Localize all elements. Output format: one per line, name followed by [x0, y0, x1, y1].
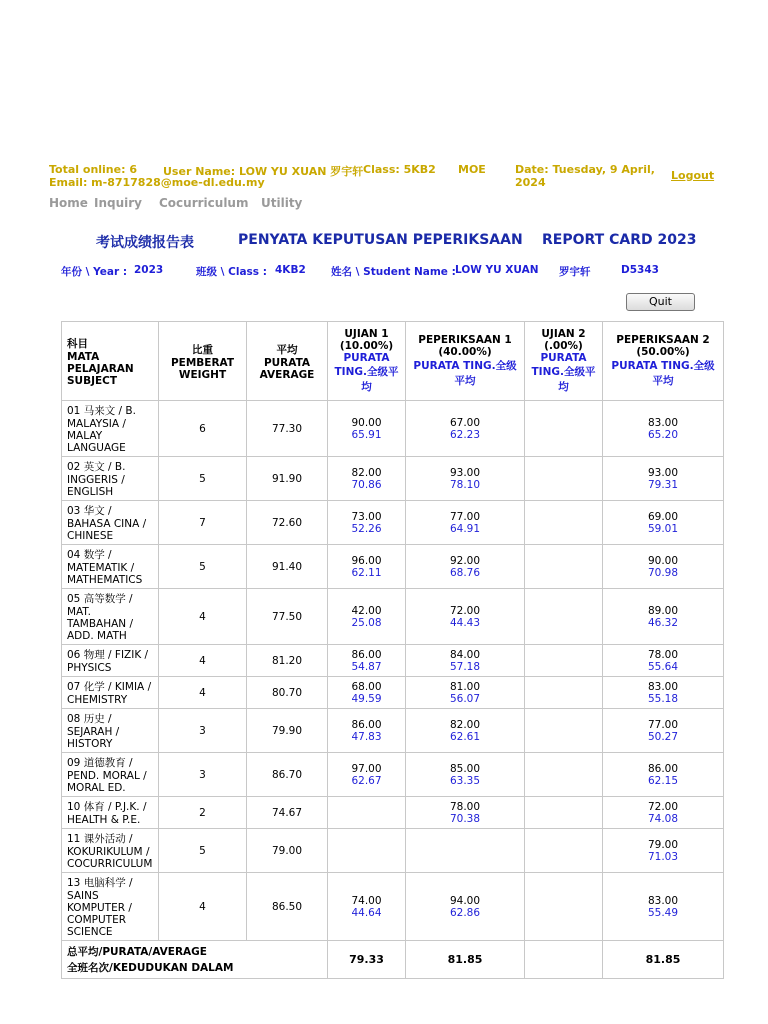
class-label: 班级 \ Class :	[196, 266, 267, 278]
weight-cell: 4	[159, 589, 247, 645]
subject-cell: 06 物理 / FIZIK / PHYSICS	[62, 645, 159, 677]
weight-cell: 5	[159, 457, 247, 501]
weight-cell: 4	[159, 873, 247, 941]
ujian2-cell	[525, 797, 603, 829]
weight-cell: 4	[159, 677, 247, 709]
ujian1-cell: 86.00 47.83	[328, 709, 406, 753]
table-row	[62, 709, 724, 753]
peperiksaan2-cell: 83.00 55.18	[603, 677, 724, 709]
subject-cell: 09 道德教育 / PEND. MORAL / MORAL ED.	[62, 753, 159, 797]
table-row	[62, 873, 724, 941]
peperiksaan1-cell: 82.00 62.61	[406, 709, 525, 753]
average-cell: 86.50	[247, 873, 328, 941]
title-zh: 考试成绩报告表	[96, 235, 194, 251]
subject-cell: 01 马来文 / B. MALAYSIA / MALAY LANGUAGE	[62, 401, 159, 457]
subject-cell: 08 历史 / SEJARAH / HISTORY	[62, 709, 159, 753]
peperiksaan2-cell: 86.00 62.15	[603, 753, 724, 797]
average-cell: 81.20	[247, 645, 328, 677]
peperiksaan2-cell: 79.00 71.03	[603, 829, 724, 873]
weight-cell: 5	[159, 545, 247, 589]
subject-cell: 05 高等数学 / MAT. TAMBAHAN / ADD. MATH	[62, 589, 159, 645]
ujian2-cell	[525, 545, 603, 589]
ujian2-cell	[525, 753, 603, 797]
table-row	[62, 501, 724, 545]
ujian1-cell: 90.00 65.91	[328, 401, 406, 457]
average-cell: 79.90	[247, 709, 328, 753]
average-cell: 79.00	[247, 829, 328, 873]
year-label: 年份 \ Year :	[61, 266, 128, 278]
nav-inquiry[interactable]: Inquiry	[94, 196, 142, 210]
peperiksaan1-cell: 84.00 57.18	[406, 645, 525, 677]
average-cell: 80.70	[247, 677, 328, 709]
peperiksaan2-cell: 83.00 65.20	[603, 401, 724, 457]
peperiksaan1-cell: 67.00 62.23	[406, 401, 525, 457]
subject-cell: 11 课外活动 / KOKURIKULUM / COCURRICULUM	[62, 829, 159, 873]
subject-cell: 13 电脑科学 / SAINS KOMPUTER / COMPUTER SCIENCE	[62, 873, 159, 941]
footer-ujian2	[525, 941, 603, 979]
peperiksaan1-cell: 72.00 44.43	[406, 589, 525, 645]
header-peperiksaan1: PEPERIKSAAN 1 (40.00%) PURATA TING.全级平均	[406, 322, 525, 401]
footer-peperiksaan1: 81.85	[406, 941, 525, 979]
ujian1-cell	[328, 829, 406, 873]
peperiksaan2-cell: 77.00 50.27	[603, 709, 724, 753]
header-weight: 比重 PEMBERAT WEIGHT	[159, 322, 247, 401]
weight-cell: 3	[159, 709, 247, 753]
header-subject: 科目 MATA PELAJARAN SUBJECT	[62, 322, 159, 401]
subject-cell: 02 英文 / B. INGGERIS / ENGLISH	[62, 457, 159, 501]
table-row	[62, 645, 724, 677]
footer-ujian1: 79.33	[328, 941, 406, 979]
peperiksaan1-cell: 85.00 63.35	[406, 753, 525, 797]
subject-cell: 10 体育 / P.J.K. / HEALTH & P.E.	[62, 797, 159, 829]
student-name-label: 姓名 \ Student Name :	[331, 266, 456, 278]
peperiksaan2-cell: 78.00 55.64	[603, 645, 724, 677]
peperiksaan1-cell: 94.00 62.86	[406, 873, 525, 941]
peperiksaan2-cell: 83.00 55.49	[603, 873, 724, 941]
user-class: Class: 5KB2	[363, 163, 436, 176]
average-cell: 91.40	[247, 545, 328, 589]
ujian2-cell	[525, 677, 603, 709]
quit-button[interactable]: Quit	[626, 293, 695, 311]
header-average: 平均 PURATA AVERAGE	[247, 322, 328, 401]
student-name: LOW YU XUAN	[455, 264, 539, 276]
student-id: D5343	[621, 264, 659, 276]
subject-cell: 03 华文 / BAHASA CINA / CHINESE	[62, 501, 159, 545]
header-ujian1: UJIAN 1 (10.00%) PURATA TING.全级平均	[328, 322, 406, 401]
subject-cell: 04 数学 / MATEMATIK / MATHEMATICS	[62, 545, 159, 589]
weight-cell: 2	[159, 797, 247, 829]
date-line2: 2024	[515, 176, 546, 189]
ujian1-cell: 42.00 25.08	[328, 589, 406, 645]
peperiksaan1-cell: 92.00 68.76	[406, 545, 525, 589]
ujian1-cell: 82.00 70.86	[328, 457, 406, 501]
title-en: REPORT CARD 2023	[542, 232, 697, 248]
weight-cell: 5	[159, 829, 247, 873]
ujian1-cell	[328, 797, 406, 829]
table-row	[62, 677, 724, 709]
subject-cell: 07 化学 / KIMIA / CHEMISTRY	[62, 677, 159, 709]
table-row	[62, 753, 724, 797]
logout-link[interactable]: Logout	[671, 169, 715, 182]
weight-cell: 4	[159, 645, 247, 677]
user-info-header	[49, 163, 717, 193]
peperiksaan2-cell: 93.00 79.31	[603, 457, 724, 501]
table-row	[62, 589, 724, 645]
header-peperiksaan2: PEPERIKSAAN 2 (50.00%) PURATA TING.全级平均	[603, 322, 724, 401]
ujian1-cell: 74.00 44.64	[328, 873, 406, 941]
peperiksaan1-cell	[406, 829, 525, 873]
table-row	[62, 457, 724, 501]
ujian1-cell: 96.00 62.11	[328, 545, 406, 589]
table-row	[62, 797, 724, 829]
weight-cell: 6	[159, 401, 247, 457]
moe-label: MOE	[458, 163, 486, 176]
year-value: 2023	[134, 264, 164, 276]
ujian1-cell: 68.00 49.59	[328, 677, 406, 709]
ujian2-cell	[525, 589, 603, 645]
nav-utility[interactable]: Utility	[261, 196, 303, 210]
peperiksaan1-cell: 78.00 70.38	[406, 797, 525, 829]
ujian2-cell	[525, 401, 603, 457]
peperiksaan1-cell: 81.00 56.07	[406, 677, 525, 709]
class-value: 4KB2	[275, 264, 306, 276]
peperiksaan2-cell: 90.00 70.98	[603, 545, 724, 589]
ujian2-cell	[525, 873, 603, 941]
ujian1-cell: 86.00 54.87	[328, 645, 406, 677]
ujian1-cell: 73.00 52.26	[328, 501, 406, 545]
weight-cell: 7	[159, 501, 247, 545]
page-bottom-edge	[0, 990, 768, 1024]
peperiksaan2-cell: 69.00 59.01	[603, 501, 724, 545]
weight-cell: 3	[159, 753, 247, 797]
title-ms: PENYATA KEPUTUSAN PEPERIKSAAN	[238, 232, 523, 248]
ujian2-cell	[525, 645, 603, 677]
ujian2-cell	[525, 709, 603, 753]
ujian1-cell: 97.00 62.67	[328, 753, 406, 797]
nav-home[interactable]: Home	[49, 196, 88, 210]
user-name: User Name: LOW YU XUAN 罗宇轩	[163, 165, 364, 178]
table-row	[62, 545, 724, 589]
user-email: Email: m-8717828@moe-dl.edu.my	[49, 176, 265, 189]
header-ujian2: UJIAN 2 (.00%) PURATA TING.全级平均	[525, 322, 603, 401]
nav-cocurriculum[interactable]: Cocurriculum	[159, 196, 249, 210]
date-line1: Date: Tuesday, 9 April,	[515, 163, 655, 176]
peperiksaan1-cell: 93.00 78.10	[406, 457, 525, 501]
average-cell: 74.67	[247, 797, 328, 829]
average-cell: 77.30	[247, 401, 328, 457]
peperiksaan2-cell: 89.00 46.32	[603, 589, 724, 645]
table-row	[62, 829, 724, 873]
ujian2-cell	[525, 829, 603, 873]
student-name-zh: 罗宇轩	[559, 266, 591, 278]
ujian2-cell	[525, 501, 603, 545]
peperiksaan1-cell: 77.00 64.91	[406, 501, 525, 545]
average-cell: 77.50	[247, 589, 328, 645]
report-card-table	[61, 321, 724, 979]
table-row	[62, 401, 724, 457]
footer-label: 总平均/PURATA/AVERAGE 全班名次/KEDUDUKAN DALAM	[62, 941, 328, 979]
average-cell: 72.60	[247, 501, 328, 545]
peperiksaan2-cell: 72.00 74.08	[603, 797, 724, 829]
average-cell: 86.70	[247, 753, 328, 797]
average-cell: 91.90	[247, 457, 328, 501]
ujian2-cell	[525, 457, 603, 501]
footer-peperiksaan2: 81.85	[603, 941, 724, 979]
total-online: Total online: 6	[49, 163, 137, 176]
